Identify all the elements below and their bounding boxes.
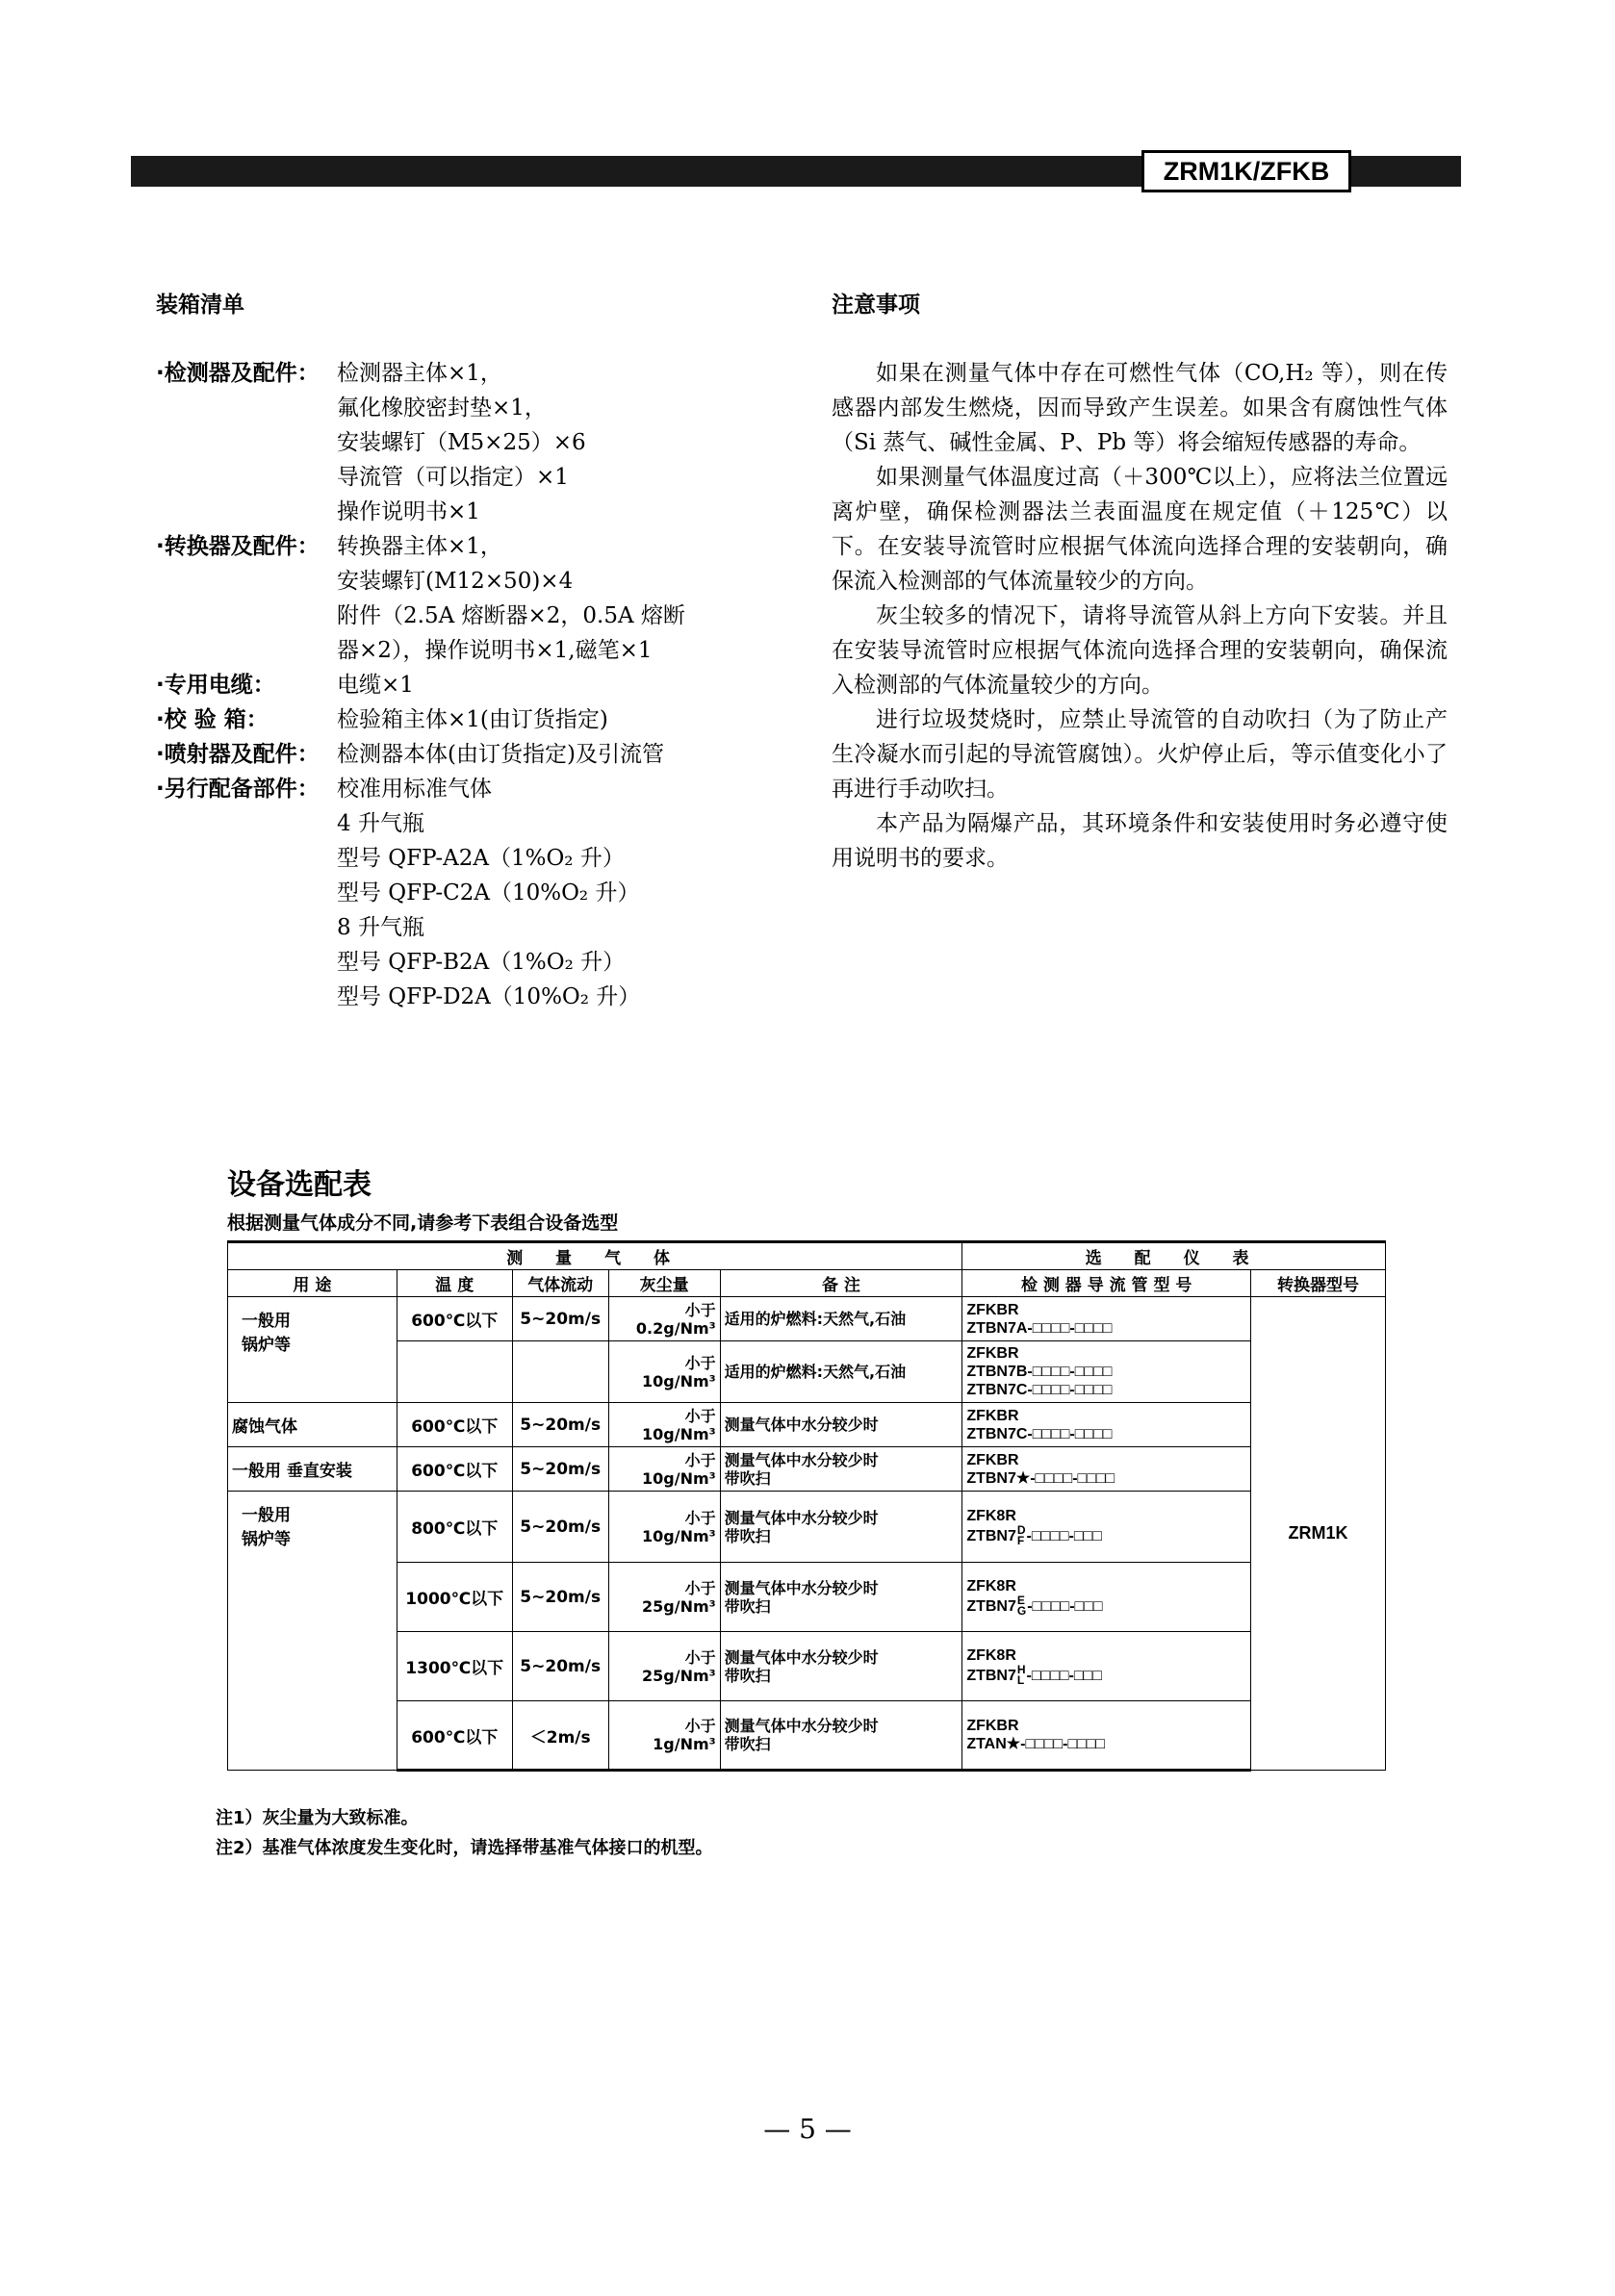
packing-item-label — [156, 633, 337, 668]
cell-temp: 600℃以下 — [397, 1297, 512, 1341]
cell-flow: 5~20m/s — [512, 1297, 608, 1341]
packing-item-text: 检测器本体(由订货指定)及引流管 — [337, 742, 664, 767]
cell-use: 一般用 锅炉等 — [228, 1297, 397, 1403]
probe-suffix: -□□□□-□□□ — [1027, 1597, 1103, 1615]
cell-probe — [962, 1632, 1251, 1701]
packing-item — [156, 945, 685, 980]
cell-flow: 5~20m/s — [512, 1632, 608, 1701]
cell-dust — [608, 1447, 720, 1492]
packing-title: 装箱清单 — [156, 293, 244, 318]
packing-item — [156, 841, 685, 876]
notes-paragraph: 灰尘较多的情况下，请将导流管从斜上方向下安装。并且在安装导流管时应根据气体流向选择合理的安装朝向，确保流入检测部的气体流量较少的方向。 — [832, 603, 1448, 698]
packing-item-text: 转换器主体×1， — [337, 534, 502, 559]
packing-item-text: 型号 QFP-D2A（10%O₂ 升） — [337, 984, 641, 1009]
cell-flow: 5~20m/s — [512, 1447, 608, 1492]
table-row — [228, 1403, 1386, 1447]
dust-value: 1g/Nm³ — [653, 1735, 716, 1753]
probe-model: ZFKBR ZTBN7A-□□□□-□□□□ — [966, 1301, 1113, 1337]
dust-label: 小于 — [684, 1406, 716, 1425]
probe-option-b: L — [1016, 1673, 1025, 1687]
packing-item — [156, 910, 685, 945]
packing-item-text: 校准用标准气体 — [337, 777, 492, 802]
packing-item-label — [156, 460, 337, 495]
packing-item-text: 附件（2.5A 熔断器×2，0.5A 熔断 — [337, 603, 685, 628]
notes-title: 注意事项 — [832, 293, 920, 318]
packing-item — [156, 529, 685, 564]
packing-item-label: ·专用电缆： — [156, 673, 275, 698]
cell-remark: 测量气体中水分较少时 带吹扫 — [720, 1492, 962, 1563]
cell-remark: 测量气体中水分较少时 带吹扫 — [720, 1701, 962, 1771]
probe-model: ZFK8R — [966, 1578, 1016, 1594]
packing-item-text: 电缆×1 — [337, 673, 414, 698]
packing-item — [156, 356, 685, 391]
notes-paragraph: 如果测量气体温度过高（＋300℃以上），应将法兰位置远离炉壁，确保检测器法兰表面温度在规定值（＋125℃）以下。在安装导流管时应根据气体流向选择合理的安装朝向，确保流入检测部的气体流量较少的方向。 — [832, 465, 1448, 594]
packing-list — [156, 356, 685, 1014]
cell-remark: 测量气体中水分较少时 — [720, 1403, 962, 1447]
packing-item-text: 导流管（可以指定）×1 — [337, 465, 569, 490]
cell-probe — [962, 1403, 1251, 1447]
dust-value: 25g/Nm³ — [642, 1666, 716, 1685]
selection-table — [227, 1240, 1386, 1772]
notes-paragraph: 本产品为隔爆产品，其环境条件和安装使用时务必遵守使用说明书的要求。 — [832, 811, 1448, 871]
notes-paragraph: 进行垃圾焚烧时，应禁止导流管的自动吹扫（为了防止产生冷凝水而引起的导流管腐蚀）。火炉停止后，等示值变化小了再进行手动吹扫。 — [832, 707, 1448, 802]
probe-suffix: -□□□□-□□□ — [1026, 1527, 1102, 1544]
packing-item-text: 安装螺钉（M5×25）×6 — [337, 430, 586, 455]
cell-probe — [962, 1563, 1251, 1632]
packing-item-label — [156, 945, 337, 980]
cell-flow: 5~20m/s — [512, 1492, 608, 1563]
table-row — [228, 1701, 1386, 1771]
probe-prefix: ZTBN7 — [966, 1527, 1016, 1544]
cell-flow — [512, 1341, 608, 1403]
probe-model: ZFKBR ZTAN★-□□□□-□□□□ — [966, 1718, 1106, 1752]
table-row — [228, 1447, 1386, 1492]
probe-model-variant — [966, 1665, 1246, 1686]
cell-use: 一般用 锅炉等 — [228, 1492, 397, 1771]
packing-item — [156, 772, 685, 806]
packing-item — [156, 702, 685, 737]
selection-subtitle: 根据测量气体成分不同,请参考下表组合设备选型 — [227, 1212, 619, 1234]
packing-item-text: 型号 QFP-A2A（1%O₂ 升） — [337, 846, 625, 871]
dust-value: 10g/Nm³ — [642, 1468, 716, 1488]
cell-dust — [608, 1563, 720, 1632]
dust-label: 小于 — [684, 1717, 716, 1735]
dust-label: 小于 — [684, 1508, 716, 1527]
packing-item-label — [156, 425, 337, 460]
dust-label: 小于 — [684, 1578, 716, 1597]
packing-item — [156, 737, 685, 772]
packing-item — [156, 599, 685, 633]
packing-item-text: 氟化橡胶密封垫×1， — [337, 395, 547, 421]
packing-item-label: ·校 验 箱： — [156, 707, 269, 732]
packing-item — [156, 876, 685, 910]
packing-item-label — [156, 980, 337, 1014]
cell-temp: 800℃以下 — [397, 1492, 512, 1563]
probe-option-a: H — [1016, 1663, 1026, 1676]
dust-label: 小于 — [684, 1647, 716, 1667]
packing-item — [156, 668, 685, 702]
cell-probe — [962, 1492, 1251, 1563]
dust-value: 10g/Nm³ — [642, 1424, 716, 1443]
packing-item-label: ·检测器及配件： — [156, 361, 320, 386]
dust-value: 0.2g/Nm³ — [635, 1318, 716, 1338]
cell-remark: 测量气体中水分较少时 带吹扫 — [720, 1447, 962, 1492]
packing-item-text: 8 升气瓶 — [337, 915, 424, 940]
packing-item-label — [156, 806, 337, 841]
packing-item-text: 4 升气瓶 — [337, 811, 424, 836]
dust-value: 10g/Nm³ — [642, 1526, 716, 1545]
cell-remark: 适用的炉燃料:天然气,石油 — [720, 1341, 962, 1403]
table-row — [228, 1563, 1386, 1632]
col-use: 用 途 — [228, 1270, 397, 1297]
table-row — [228, 1297, 1386, 1341]
cell-temp — [397, 1341, 512, 1403]
packing-item-label: ·转换器及配件： — [156, 534, 320, 559]
cell-temp: 600℃以下 — [397, 1403, 512, 1447]
packing-item — [156, 391, 685, 425]
packing-item — [156, 806, 685, 841]
cell-flow: 5~20m/s — [512, 1403, 608, 1447]
footnote-1: 注1）灰尘量为大致标准。 — [216, 1808, 419, 1828]
cell-dust — [608, 1297, 720, 1341]
packing-item-label: ·喷射器及配件： — [156, 742, 320, 767]
cell-probe — [962, 1447, 1251, 1492]
packing-item — [156, 425, 685, 460]
packing-item-text: 器×2），操作说明书×1,磁笔×1 — [337, 638, 653, 663]
packing-item-label — [156, 910, 337, 945]
probe-model: ZFK8R — [966, 1647, 1016, 1664]
cell-converter: ZRM1K — [1251, 1297, 1386, 1771]
footnotes — [216, 1803, 713, 1863]
packing-item-text: 型号 QFP-C2A（10%O₂ 升） — [337, 880, 640, 906]
packing-item-label — [156, 841, 337, 876]
footnote-2: 注2）基准气体浓度发生变化时，请选择带基准气体接口的机型。 — [216, 1838, 713, 1858]
dust-value: 10g/Nm³ — [642, 1371, 716, 1390]
probe-prefix: ZTBN7 — [966, 1597, 1016, 1615]
dust-label: 小于 — [684, 1353, 716, 1372]
table-row — [228, 1632, 1386, 1701]
cell-remark: 适用的炉燃料:天然气,石油 — [720, 1297, 962, 1341]
probe-suffix: -□□□□-□□□ — [1026, 1667, 1102, 1684]
packing-item — [156, 495, 685, 529]
group-select-header: 选 配 仪 表 — [962, 1242, 1386, 1270]
cell-temp: 600℃以下 — [397, 1447, 512, 1492]
cell-dust — [608, 1632, 720, 1701]
packing-item-label — [156, 495, 337, 529]
col-flow: 气体流动 — [512, 1270, 608, 1297]
dust-label: 小于 — [684, 1300, 716, 1319]
packing-item-label: ·另行配备部件： — [156, 777, 320, 802]
selection-title: 设备选配表 — [227, 1168, 372, 1202]
packing-item — [156, 460, 685, 495]
packing-item-label — [156, 391, 337, 425]
page-number: — 5 — — [763, 2113, 852, 2145]
cell-use: 腐蚀气体 — [228, 1403, 397, 1447]
col-converter: 转换器型号 — [1251, 1270, 1386, 1297]
packing-item — [156, 980, 685, 1014]
cell-flow: 5~20m/s — [512, 1563, 608, 1632]
probe-model: ZFKBR ZTBN7★-□□□□-□□□□ — [966, 1451, 1115, 1487]
cell-probe — [962, 1701, 1251, 1771]
cell-temp: 600℃以下 — [397, 1701, 512, 1771]
packing-item-text: 操作说明书×1 — [337, 499, 480, 524]
packing-item-text: 检验箱主体×1(由订货指定) — [337, 707, 608, 732]
probe-option-b: G — [1016, 1604, 1027, 1618]
cell-dust — [608, 1492, 720, 1563]
cell-temp: 1000℃以下 — [397, 1563, 512, 1632]
group-measure-header: 测 量 气 体 — [228, 1242, 962, 1270]
probe-option-b: F — [1016, 1534, 1025, 1547]
cell-flow: ＜2m/s — [512, 1701, 608, 1771]
cell-temp: 1300℃以下 — [397, 1632, 512, 1701]
col-remark: 备 注 — [720, 1270, 962, 1297]
cell-dust — [608, 1403, 720, 1447]
col-dust: 灰尘量 — [608, 1270, 720, 1297]
packing-item — [156, 633, 685, 668]
dust-value: 25g/Nm³ — [642, 1596, 716, 1616]
probe-model-variant — [966, 1525, 1246, 1546]
packing-item-text: 型号 QFP-B2A（1%O₂ 升） — [337, 950, 626, 975]
probe-option-a: E — [1016, 1594, 1025, 1607]
cell-use: 一般用 垂直安装 — [228, 1447, 397, 1492]
probe-model: ZFKBR ZTBN7C-□□□□-□□□□ — [966, 1407, 1113, 1442]
probe-prefix: ZTBN7 — [966, 1667, 1016, 1684]
packing-item-text: 检测器主体×1， — [337, 361, 502, 386]
col-probe: 检 测 器 导 流 管 型 号 — [962, 1270, 1251, 1297]
cell-probe — [962, 1341, 1251, 1403]
probe-model-variant — [966, 1595, 1246, 1617]
model-label: ZRM1K/ZFKB — [1141, 150, 1351, 192]
table-row — [228, 1341, 1386, 1403]
cell-dust — [608, 1701, 720, 1771]
cell-remark: 测量气体中水分较少时 带吹扫 — [720, 1632, 962, 1701]
packing-item-label — [156, 564, 337, 599]
col-temp: 温 度 — [397, 1270, 512, 1297]
notes-list — [832, 356, 1448, 876]
cell-dust — [608, 1341, 720, 1403]
packing-item-label — [156, 599, 337, 633]
table-row — [228, 1492, 1386, 1563]
packing-item — [156, 564, 685, 599]
packing-item-label — [156, 876, 337, 910]
probe-model: ZFK8R — [966, 1508, 1016, 1524]
cell-remark: 测量气体中水分较少时 带吹扫 — [720, 1563, 962, 1632]
probe-model: ZFKBR ZTBN7B-□□□□-□□□□ ZTBN7C-□□□□-□□□□ — [966, 1345, 1113, 1398]
notes-paragraph: 如果在测量气体中存在可燃性气体（CO,H₂ 等），则在传感器内部发生燃烧，因而导致产生误差。如果含有腐蚀性气体（Si 蒸气、碱性金属、P、Pb 等）将会缩短传感器的寿命。 — [832, 361, 1448, 455]
probe-option-a: D — [1016, 1523, 1026, 1537]
packing-item-text: 安装螺钉(M12×50)×4 — [337, 569, 574, 594]
dust-label: 小于 — [684, 1450, 716, 1469]
cell-probe — [962, 1297, 1251, 1341]
